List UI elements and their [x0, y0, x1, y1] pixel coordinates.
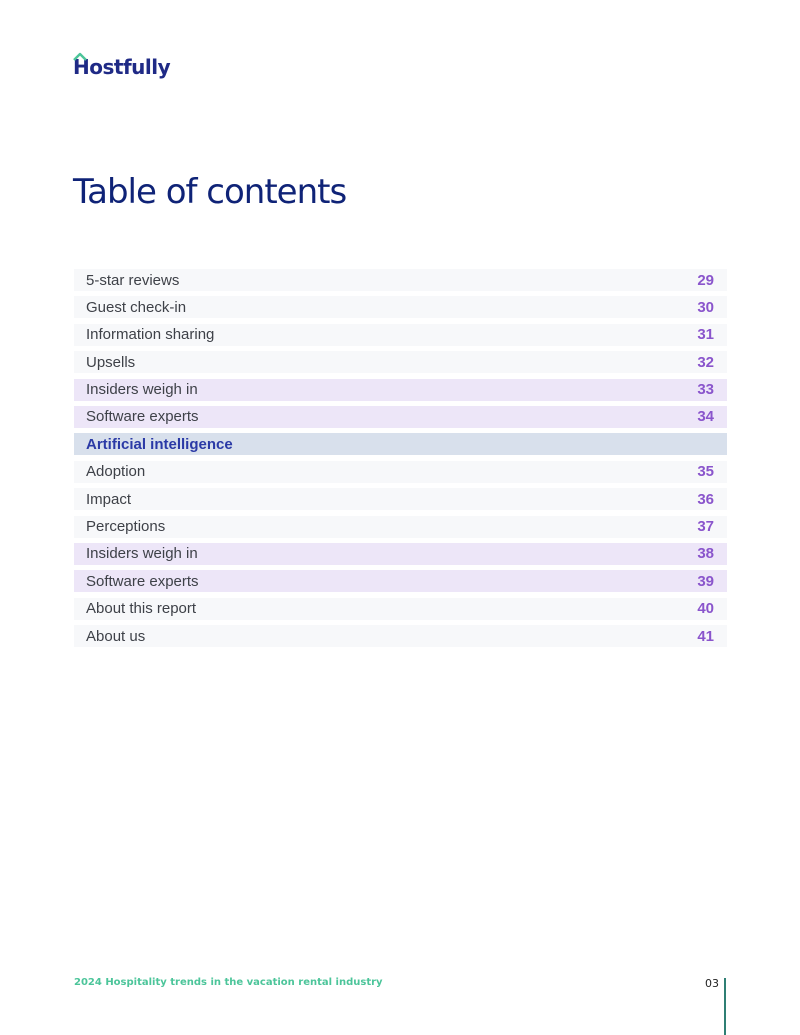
toc-row[interactable]: [74, 461, 727, 483]
toc-page-number: 41: [697, 627, 714, 645]
hostfully-logo: [73, 54, 170, 80]
toc-section-label: Artificial intelligence: [86, 435, 233, 453]
toc-entry-label: Software experts: [86, 572, 199, 590]
toc-row[interactable]: [74, 324, 727, 346]
toc-entry-label: Guest check-in: [86, 298, 187, 316]
toc-page-number: 32: [697, 353, 714, 371]
toc-entry-label: About us: [86, 627, 146, 645]
toc-row[interactable]: [74, 516, 727, 538]
toc-row[interactable]: [74, 598, 727, 620]
page-divider-line: [724, 978, 726, 1035]
toc-row[interactable]: [74, 269, 727, 291]
toc-row[interactable]: [74, 570, 727, 592]
page-number: 03: [705, 977, 719, 990]
toc-entry-label: Adoption: [86, 463, 146, 481]
toc-row[interactable]: [74, 351, 727, 373]
toc-entry-label: Information sharing: [86, 326, 215, 344]
page-title: Table of contents: [73, 172, 347, 212]
toc-row[interactable]: [74, 296, 727, 318]
table-of-contents: [74, 269, 727, 652]
toc-entry-label: Perceptions: [86, 518, 166, 536]
toc-page-number: 33: [697, 381, 714, 399]
toc-page-number: 40: [697, 600, 714, 618]
toc-entry-label: 5-star reviews: [86, 271, 180, 289]
toc-page-number: 37: [697, 518, 714, 536]
toc-page-number: 30: [697, 298, 714, 316]
toc-page-number: 34: [697, 408, 714, 426]
toc-row[interactable]: [74, 488, 727, 510]
toc-entry-label: Upsells: [86, 353, 136, 371]
toc-section-heading[interactable]: [74, 433, 727, 455]
toc-entry-label: Impact: [86, 490, 132, 508]
toc-row[interactable]: [74, 625, 727, 647]
toc-entry-label: Insiders weigh in: [86, 381, 198, 399]
toc-row[interactable]: [74, 379, 727, 401]
toc-entry-label: Insiders weigh in: [86, 545, 198, 563]
house-roof-icon: [73, 52, 87, 61]
footer-report-title: 2024 Hospitality trends in the vacation rental industry: [74, 977, 383, 988]
toc-page-number: 38: [697, 545, 714, 563]
toc-entry-label: About this report: [86, 600, 197, 618]
toc-page-number: 36: [697, 490, 714, 508]
toc-page-number: 35: [697, 463, 714, 481]
toc-page-number: 39: [697, 572, 714, 590]
toc-page-number: 29: [697, 271, 714, 289]
toc-page-number: 31: [697, 326, 714, 344]
toc-entry-label: Software experts: [86, 408, 199, 426]
logo-text: Hostfully: [73, 55, 171, 79]
toc-row[interactable]: [74, 543, 727, 565]
toc-row[interactable]: [74, 406, 727, 428]
